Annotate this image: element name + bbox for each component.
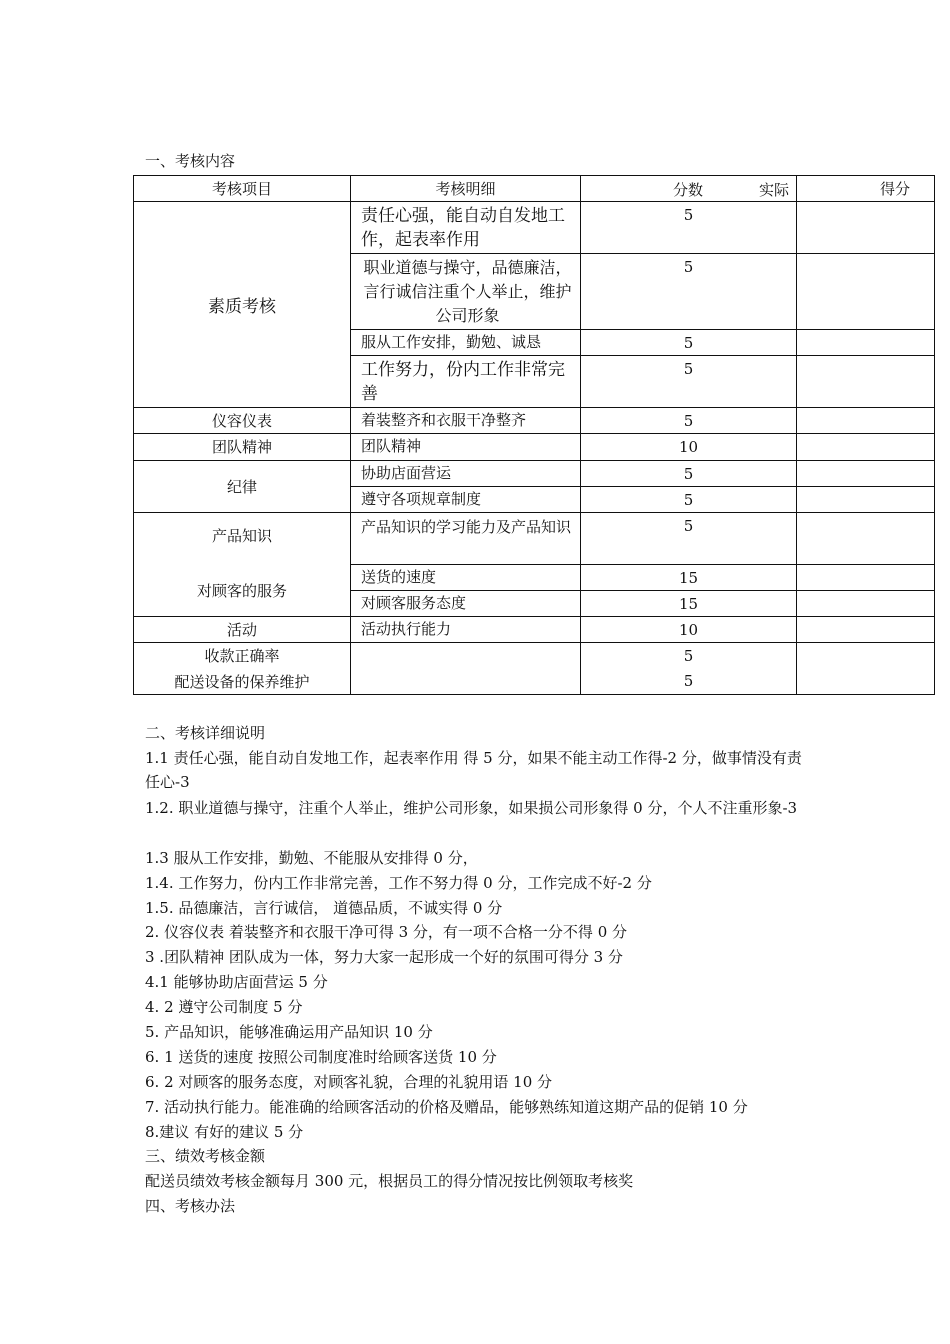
table-row [134, 202, 935, 254]
discipline-label: 纪律 [134, 460, 351, 512]
header-score: 分数 [673, 181, 704, 199]
detail-2: 1.2. 职业道德与操守，注重个人举止，维护公司形象，如果损公司形象得 0 分，个人不注重形象-3 [145, 799, 798, 817]
service-score-2: 15 [581, 590, 797, 616]
activity-detail: 活动执行能力 [351, 616, 581, 642]
quality-detail-1: 责任心强，能自动自发地工作，起表率作用 [351, 202, 581, 254]
table-header-row [134, 176, 935, 202]
maintenance-score: 5 [683, 672, 694, 691]
appearance-detail: 着装整齐和衣服干净整齐 [351, 408, 581, 434]
got-cell [797, 642, 935, 694]
quality-detail-2: 职业道德与操守，品德廉洁，言行诚信注重个人举止，维护公司形象 [351, 254, 581, 330]
detail-9: 4. 2 遵守公司制度 5 分 [145, 998, 303, 1016]
team-score: 10 [581, 434, 797, 460]
team-label: 团队精神 [134, 434, 351, 460]
discipline-score-1: 5 [581, 460, 797, 486]
header-got: 得分 [797, 176, 935, 202]
product-label: 产品知识 [134, 512, 351, 564]
detail-5: 1.5. 品德廉洁，言行诚信， 道德品质，不诚实得 0 分 [145, 899, 503, 917]
got-cell [797, 486, 935, 512]
team-detail: 团队精神 [351, 434, 581, 460]
detail-8: 4.1 能够协助店面营运 5 分 [145, 973, 328, 991]
header-detail: 考核明细 [351, 176, 581, 202]
got-cell [797, 356, 935, 408]
table-row [134, 616, 935, 642]
detail-1: 1.1 责任心强，能自动自发地工作，起表率作用 得 5 分，如果不能主动工作得-2 分，做事情没有责任心-3 [145, 749, 802, 791]
quality-score-1: 5 [581, 202, 797, 254]
got-cell [797, 564, 935, 590]
got-cell [797, 512, 935, 564]
table-row [134, 460, 935, 486]
got-cell [797, 254, 935, 330]
table-row [134, 512, 935, 564]
maintenance-label: 配送设备的保养维护 [174, 672, 310, 691]
misc-score-cell [581, 642, 797, 694]
table-row [134, 408, 935, 434]
detail-10: 5. 产品知识，能够准确运用产品知识 10 分 [145, 1023, 433, 1041]
product-detail: 产品知识的学习能力及产品知识 [351, 512, 581, 564]
detail-4: 1.4. 工作努力，份内工作非常完善，工作不努力得 0 分，工作完成不好-2 分 [145, 874, 652, 892]
service-score-1: 15 [581, 564, 797, 590]
got-cell [797, 590, 935, 616]
header-item: 考核项目 [134, 176, 351, 202]
section2-title: 二、考核详细说明 [145, 724, 266, 742]
discipline-detail-1: 协助店面营运 [351, 460, 581, 486]
quality-detail-3: 服从工作安排，勤勉、诚恳 [351, 330, 581, 356]
misc-label-cell [134, 642, 351, 694]
service-label: 对顾客的服务 [134, 564, 351, 616]
activity-label: 活动 [134, 616, 351, 642]
section4-title: 四、考核办法 [145, 1197, 236, 1215]
table-row [134, 434, 935, 460]
appearance-score: 5 [581, 408, 797, 434]
assessment-table [133, 175, 935, 695]
section3-text: 配送员绩效考核金额每月 300 元，根据员工的得分情况按比例领取考核奖 [145, 1172, 634, 1190]
product-score: 5 [581, 512, 797, 564]
collection-score: 5 [683, 646, 694, 665]
appearance-label: 仪容仪表 [134, 408, 351, 434]
detail-6: 2. 仪容仪表 着装整齐和衣服干净可得 3 分，有一项不合格一分不得 0 分 [145, 923, 628, 941]
service-detail-1: 送货的速度 [351, 564, 581, 590]
quality-detail-4: 工作努力，份内工作非常完善 [351, 356, 581, 408]
detail-14: 8.建议 有好的建议 5 分 [145, 1123, 304, 1141]
got-cell [797, 460, 935, 486]
section3-title: 三、绩效考核金额 [145, 1147, 266, 1165]
got-cell [797, 202, 935, 254]
section1-title: 一、考核内容 [145, 152, 236, 170]
quality-score-3: 5 [581, 330, 797, 356]
collection-label: 收款正确率 [204, 647, 280, 666]
detail-12: 6. 2 对顾客的服务态度，对顾客礼貌，合理的礼貌用语 10 分 [145, 1073, 553, 1091]
got-cell [797, 408, 935, 434]
detail-3: 1.3 服从工作安排，勤勉、不能服从安排得 0 分， [145, 849, 478, 867]
table-row [134, 564, 935, 590]
header-score-cell [581, 176, 797, 202]
got-cell [797, 616, 935, 642]
discipline-score-2: 5 [581, 486, 797, 512]
detail-11: 6. 1 送货的速度 按照公司制度准时给顾客送货 10 分 [145, 1048, 497, 1066]
quality-score-2: 5 [581, 254, 797, 330]
detail-13: 7. 活动执行能力。能准确的给顾客活动的价格及赠品，能够熟练知道这期产品的促销 10 分 [145, 1098, 748, 1116]
header-actual: 实际 [759, 181, 790, 199]
got-cell [797, 434, 935, 460]
quality-label: 素质考核 [134, 202, 351, 408]
table-row [134, 642, 935, 694]
misc-detail-cell [351, 642, 581, 694]
service-detail-2: 对顾客服务态度 [351, 590, 581, 616]
activity-score: 10 [581, 616, 797, 642]
quality-score-4: 5 [581, 356, 797, 408]
detail-7: 3 .团队精神 团队成为一体，努力大家一起形成一个好的氛围可得分 3 分 [145, 948, 623, 966]
got-cell [797, 330, 935, 356]
discipline-detail-2: 遵守各项规章制度 [351, 486, 581, 512]
